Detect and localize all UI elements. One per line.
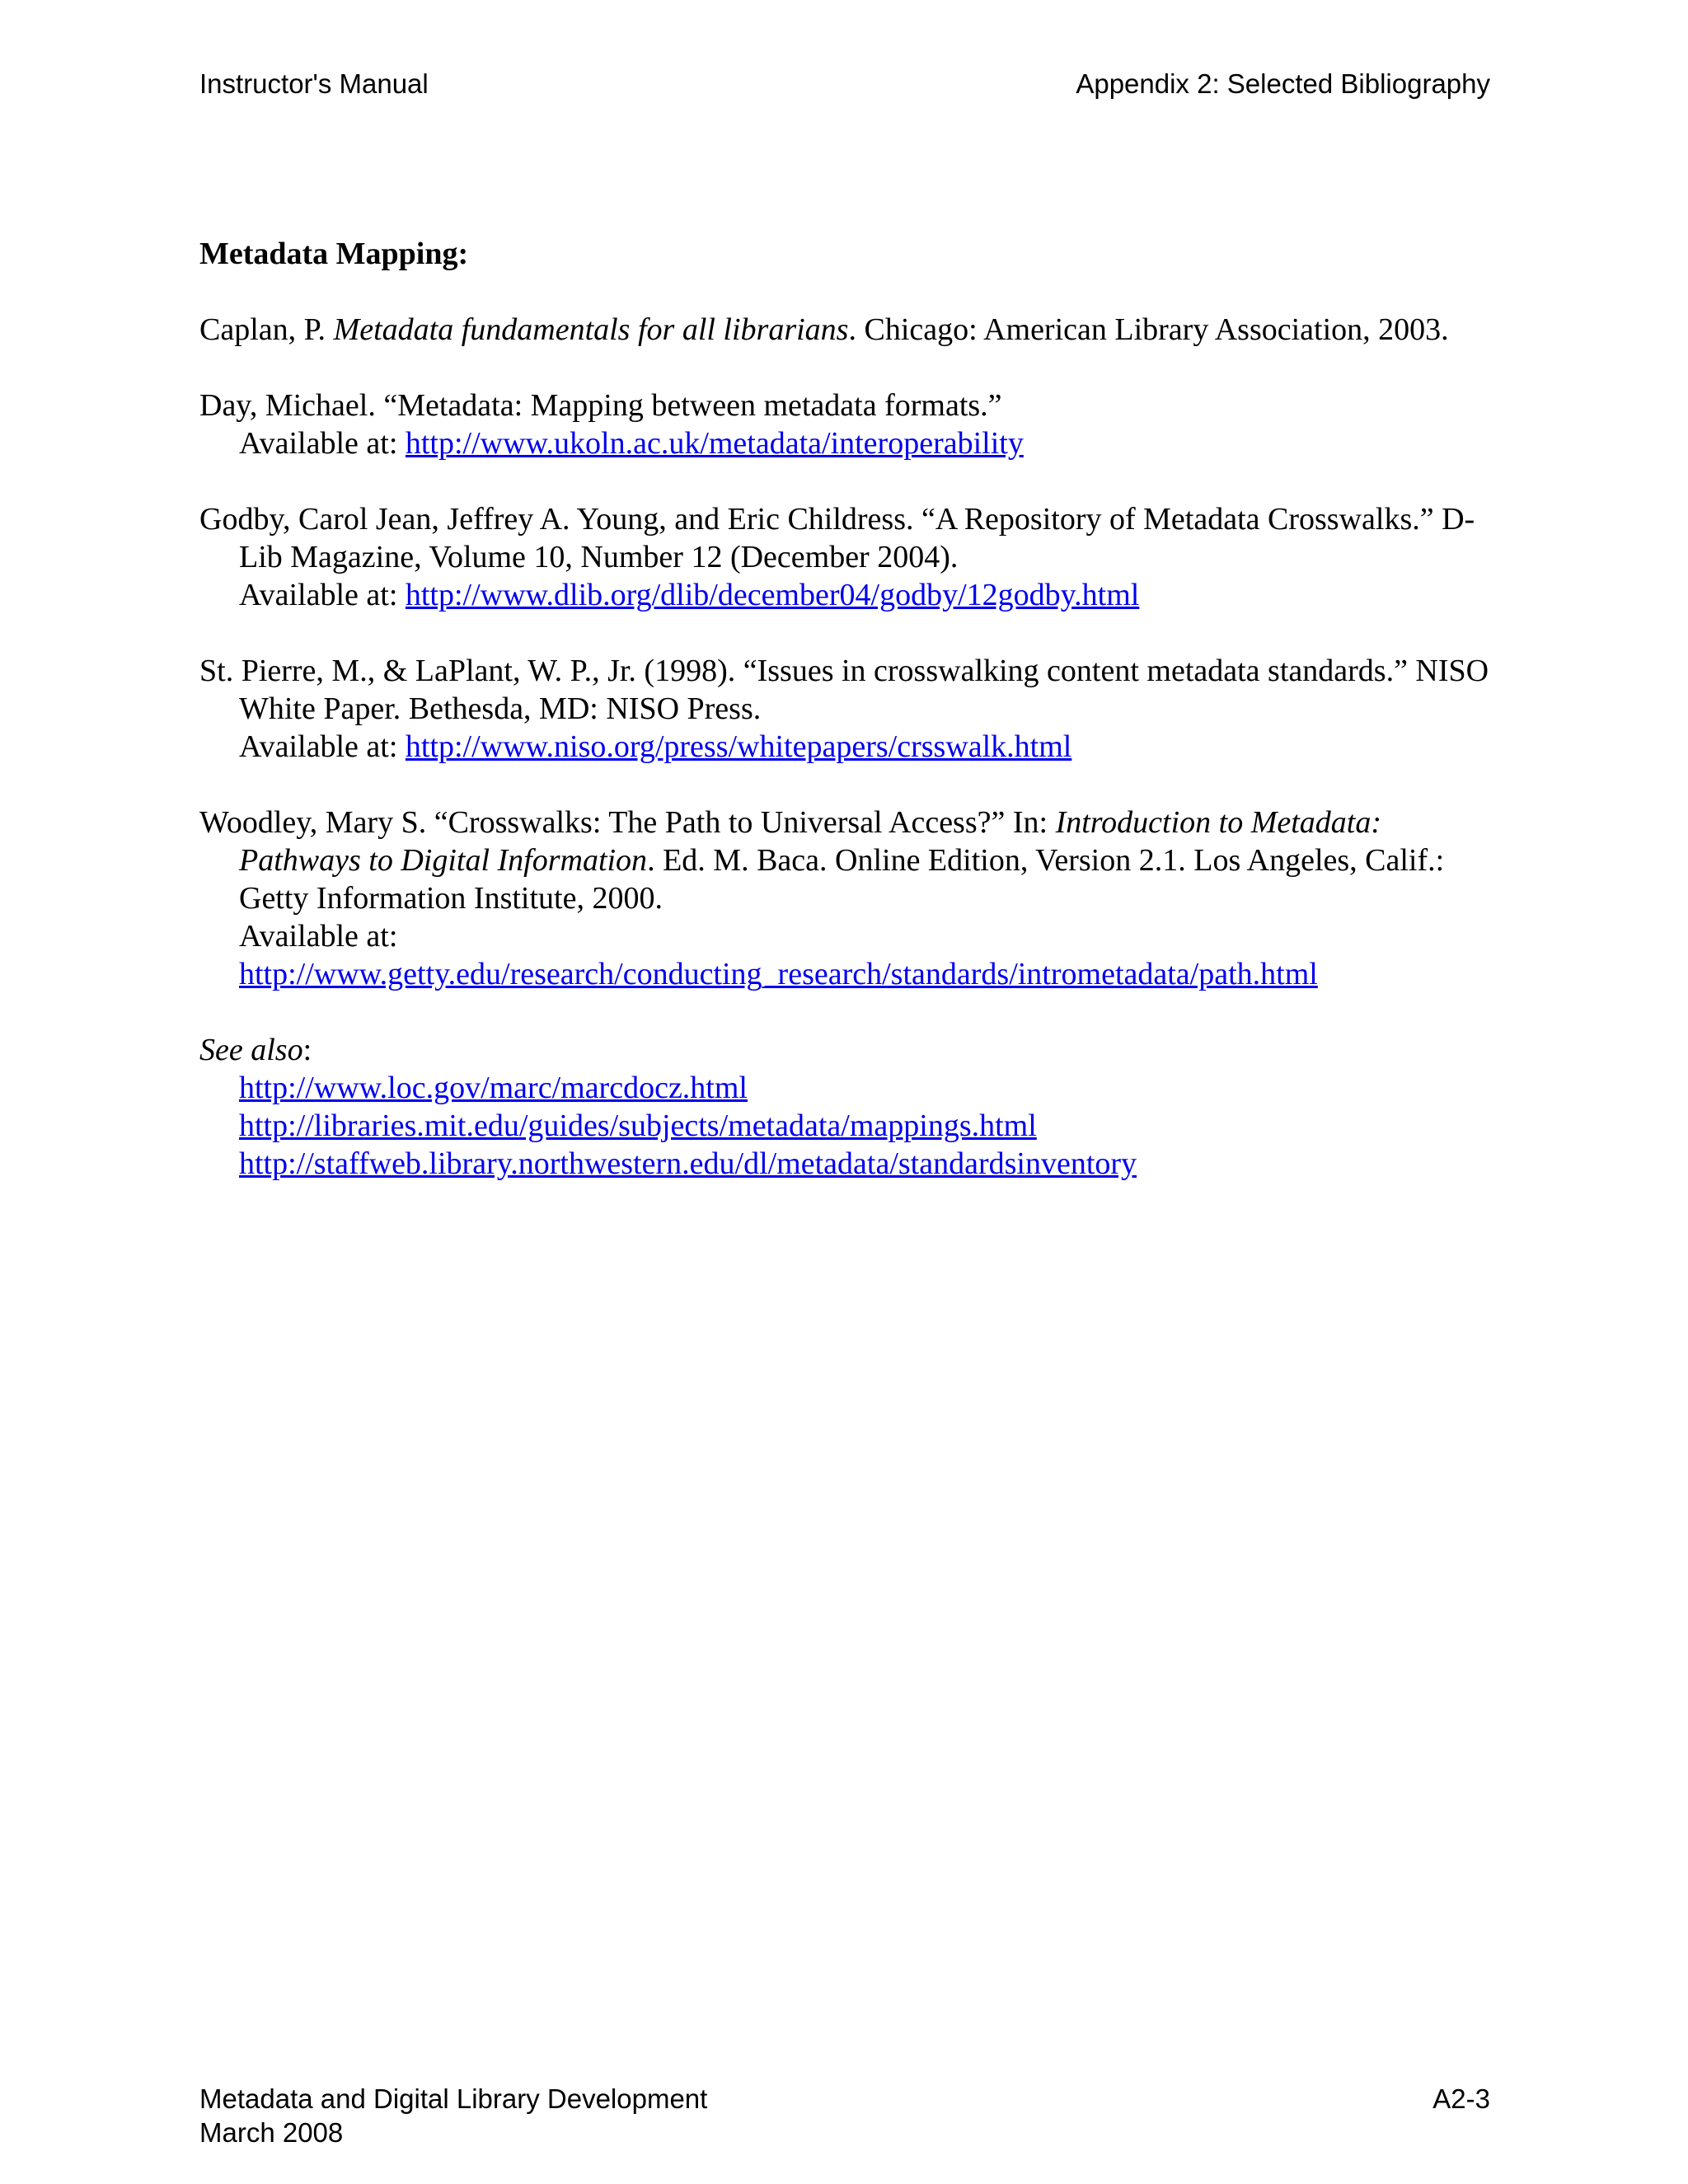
header-left: Instructor's Manual (199, 68, 429, 99)
available-label: Available at: (239, 578, 406, 612)
entry-text: Caplan, P. (199, 312, 334, 347)
section-title: Metadata Mapping: (199, 237, 469, 271)
footer-date: March 2008 (199, 2117, 344, 2148)
entry-text: St. Pierre, M., & LaPlant, W. P., Jr. (1998). “Issues in crosswalking content metadata standards.” NISO White Paper. Bethesda, MD: NISO Press. (199, 654, 1489, 726)
available-label: Available at: (239, 426, 406, 461)
bibliography-entry-caplan (199, 311, 1502, 349)
entry-text: . Ed. M. Baca. Online Edition, Version 2.1. Los Angeles, Calif.: Getty Information Institute, 2000. (239, 843, 1445, 916)
available-label: Available at: (239, 729, 406, 764)
see-also-link[interactable]: http://libraries.mit.edu/guides/subjects/metadata/mappings.html (239, 1108, 1037, 1143)
entry-link[interactable]: http://www.dlib.org/dlib/december04/godby/12godby.html (405, 578, 1140, 612)
entry-link[interactable]: http://www.niso.org/press/whitepapers/crsswalk.html (405, 729, 1072, 764)
entry-link[interactable]: http://www.getty.edu/research/conducting_research/standards/intrometadata/path.html (239, 957, 1318, 991)
bibliography-entry-godby (199, 500, 1502, 614)
entry-text: Woodley, Mary S. “Crosswalks: The Path to Universal Access?” In: (199, 805, 1056, 840)
header-right: Appendix 2: Selected Bibliography (1076, 68, 1490, 99)
see-also-block (199, 1031, 1502, 1183)
bibliography-entry-woodley (199, 804, 1502, 993)
bibliography-entry-stpierre (199, 652, 1502, 766)
see-also-link[interactable]: http://www.loc.gov/marc/marcdocz.html (239, 1071, 748, 1105)
see-also-link[interactable]: http://staffweb.library.northwestern.edu/dl/metadata/standardsinventory (239, 1146, 1137, 1181)
entry-title: Introduction to Metadata: Pathways to Digital Information (239, 805, 1382, 878)
bibliography-entry-day (199, 387, 1502, 462)
footer-page-number: A2-3 (1432, 2083, 1490, 2114)
bibliography-content (199, 235, 1502, 1183)
footer-title: Metadata and Digital Library Development (199, 2083, 708, 2114)
entry-title: Metadata fundamentals for all librarians (333, 312, 849, 347)
entry-text: . Chicago: American Library Association, 2003. (848, 312, 1449, 347)
entry-text: Day, Michael. “Metadata: Mapping between metadata formats.” (199, 388, 1002, 423)
see-also-label: See also (199, 1033, 303, 1067)
entry-text: Godby, Carol Jean, Jeffrey A. Young, and Eric Childress. “A Repository of Metadata Crosswalks.” D-Lib Magazine, Volume 10, Number 12 (December 2004). (199, 502, 1475, 574)
available-label: Available at: (239, 919, 398, 954)
see-also-colon: : (302, 1033, 312, 1067)
entry-link[interactable]: http://www.ukoln.ac.uk/metadata/interoperability (405, 426, 1024, 461)
